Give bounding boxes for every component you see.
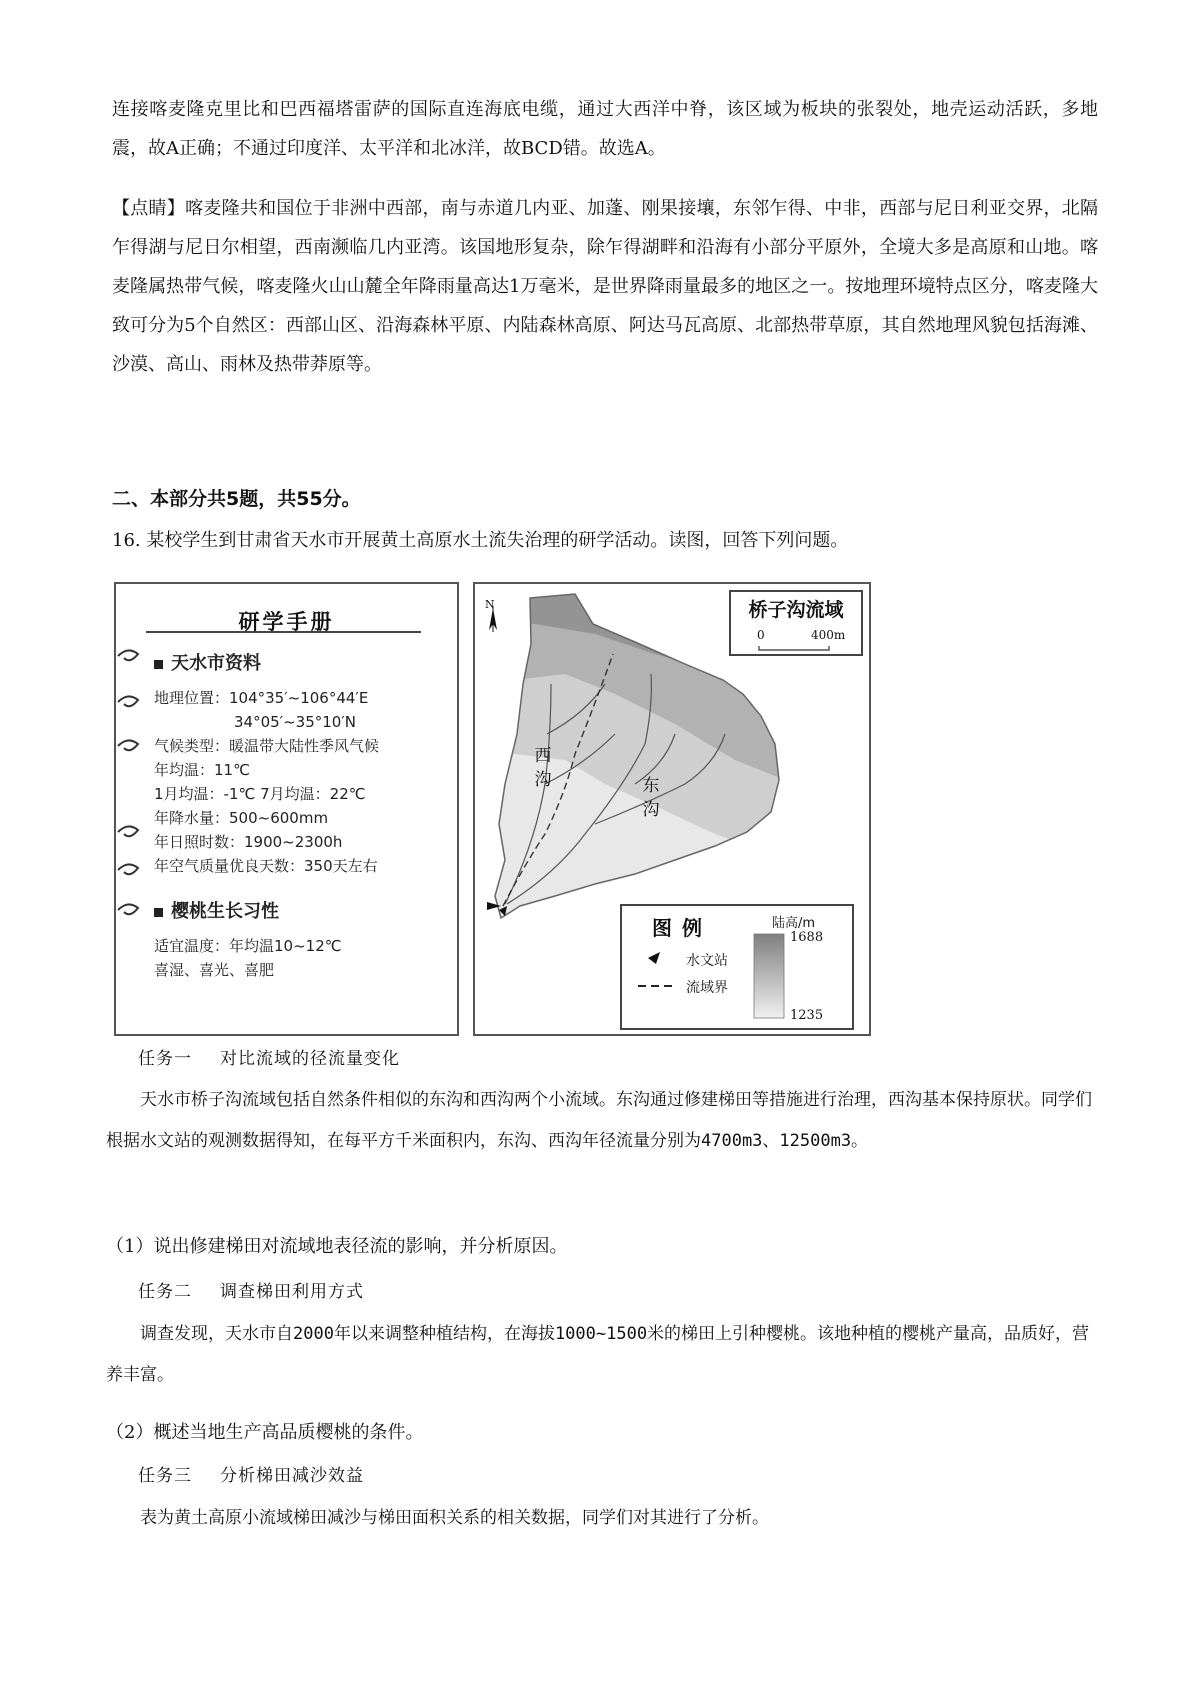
research-handbook [114, 582, 459, 1036]
handbook-line: 年降水量：500~600mm [154, 809, 329, 827]
legend-station-label: 水文站 [686, 953, 728, 969]
map-title-box [729, 590, 863, 656]
ring-icon [118, 864, 138, 874]
section-title: 二、本部分共5题，共55分。 [112, 488, 361, 510]
ring-icon [118, 696, 138, 706]
elevation-min: 1235 [790, 1008, 824, 1023]
handbook-section-cherry: 樱桃生长习性 [154, 902, 279, 922]
scale-end: 400m [811, 628, 846, 642]
task-2-text: 调查发现，天水市自2000年以来调整种植结构，在海拔1000~1500米的梯田上引种樱桃。该地种植的樱桃产量高，品质好，营养丰富。 [106, 1324, 1090, 1385]
handbook-line: 1月均温：-1℃ 7月均温：22℃ [154, 785, 366, 803]
handbook-line: 年日照时数：1900~2300h [154, 833, 343, 851]
sub-question-1: （1）说出修建梯田对流域地表径流的影响，并分析原因。 [106, 1236, 568, 1257]
handbook-line: 适宜温度：年均温10~12℃ [154, 937, 342, 955]
legend-title: 图例 [652, 916, 712, 940]
handbook-line: 年空气质量优良天数：350天左右 [154, 857, 378, 875]
sub-question-2: （2）概述当地生产高品质樱桃的条件。 [106, 1422, 424, 1443]
handbook-line: 喜湿、喜光、喜肥 [154, 961, 275, 979]
handbook-line: 气候类型：暖温带大陆性季风气候 [154, 737, 380, 755]
ring-icon [118, 826, 138, 836]
ring-icon [118, 650, 138, 660]
handbook-line: 34°05′~35°10′N [234, 713, 356, 731]
figure-16 [114, 582, 869, 1034]
tip-paragraph [112, 189, 1098, 384]
map-title: 桥子沟流域 [748, 599, 844, 621]
east-gully-label: 东沟 [642, 776, 660, 820]
elevation-max: 1688 [790, 930, 824, 945]
tip-label: 【点睛】 [112, 198, 186, 219]
handbook-section-tianshui: 天水市资料 [154, 654, 261, 674]
bullet-square-icon [154, 908, 163, 917]
task-3-heading: 任务三 分析梯田减沙效益 [138, 1466, 364, 1486]
ring-icon [118, 740, 138, 750]
bullet-square-icon [154, 660, 163, 669]
task-2-heading: 任务二 调查梯田利用方式 [138, 1282, 364, 1302]
legend-boundary-label: 流域界 [686, 980, 728, 996]
north-label: N [485, 598, 495, 611]
question-16-stem: 16. 某校学生到甘肃省天水市开展黄土高原水土流失治理的研学活动。读图，回答下列问题。 [112, 530, 849, 551]
handbook-title: 研学手册 [238, 610, 335, 634]
answer-explanation: 连接喀麦隆克里比和巴西福塔雷萨的国际直连海底电缆，通过大西洋中脊，该区域为板块的张裂处，地壳运动活跃，多地震，故A正确；不通过印度洋、太平洋和北冰洋，故BCD错。故选A。 [112, 99, 1098, 159]
west-gully-label: 西沟 [534, 746, 552, 790]
hydrological-station-icon [648, 952, 660, 964]
scale-start: 0 [757, 628, 765, 642]
task-1-heading: 任务一 对比流域的径流量变化 [138, 1049, 400, 1069]
watershed-map [473, 582, 871, 1036]
handbook-line: 地理位置：104°35′~106°44′E [154, 689, 369, 707]
elevation-ramp [754, 934, 784, 1018]
handbook-line: 年均温：11℃ [154, 761, 250, 779]
ring-icon [118, 904, 138, 914]
task-1-text: 天水市桥子沟流域包括自然条件相似的东沟和西沟两个小流域。东沟通过修建梯田等措施进行治理，西沟基本保持原状。同学们根据水文站的观测数据得知，在每平方千米面积内，东沟、西沟年径流量分别为4700m3、12500m3。 [106, 1090, 1092, 1151]
elevation-label: 陆高/m [772, 916, 816, 931]
map-legend [620, 904, 854, 1030]
scale-bar [731, 592, 861, 654]
task-3-text: 表为黄土高原小流域梯田减沙与梯田面积关系的相关数据，同学们对其进行了分析。 [140, 1508, 769, 1528]
tip-text: 喀麦隆共和国位于非洲中西部，南与赤道几内亚、加蓬、刚果接壤，东邻乍得、中非，西部与尼日利亚交界，北隔乍得湖与尼日尔相望，西南濒临几内亚湾。该国地形复杂，除乍得湖畔和沿海有小部分平原外，全境大多是高原和山地。喀麦隆属热带气候，喀麦隆火山山麓全年降雨量高达1万毫米，是世界降雨量最多的地区之一。按地理环境特点区分，喀麦隆大致可分为5个自然区：西部山区、沿海森林平原、内陆森林高原、阿达马瓦高原、北部热带草原，其自然地理风貌包括海滩、沙漠、高山、雨林及热带莽原等。 [112, 198, 1099, 375]
